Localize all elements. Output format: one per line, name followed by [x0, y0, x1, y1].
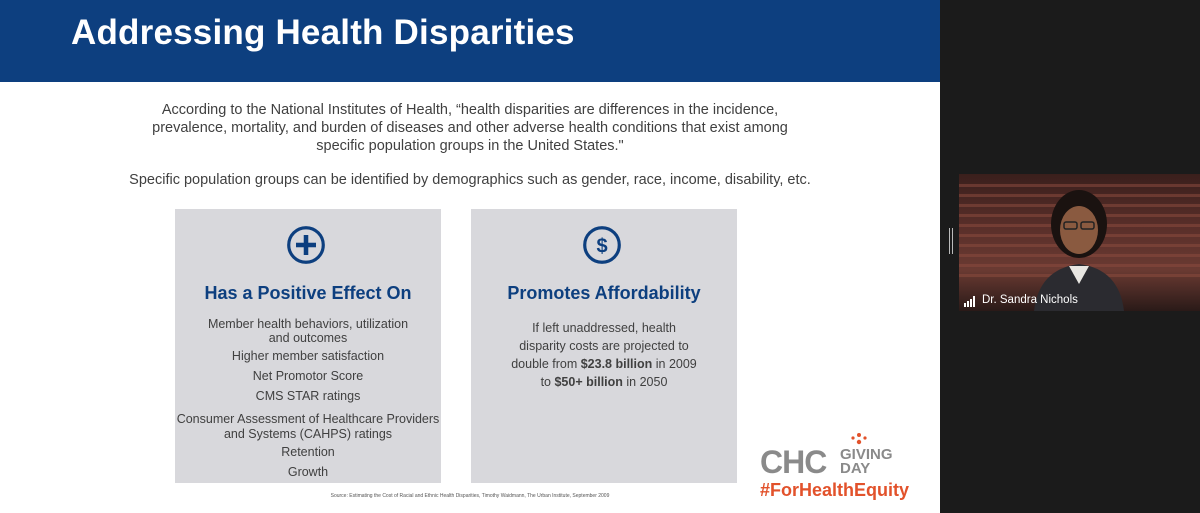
affordability-heading: Promotes Affordability [507, 283, 701, 303]
positive-effect-box [175, 209, 441, 483]
logo-hashtag: #ForHealthEquity [760, 480, 910, 500]
slide-title: Addressing Health Disparities [71, 13, 575, 52]
affordability-box [471, 209, 737, 483]
list-item: Net Promotor Score [252, 369, 364, 383]
logo-day: DAY [840, 460, 871, 477]
chc-giving-day-logo [760, 432, 920, 502]
amount-2009: $23.8 billion [580, 357, 653, 371]
list-item: and outcomes [268, 331, 348, 345]
participant-video-feed [1014, 184, 1144, 311]
list-item: CMS STAR ratings [255, 389, 361, 403]
text-segment: double from [511, 357, 581, 371]
affordability-line-4 [471, 373, 737, 391]
dollar-circle-icon [582, 225, 622, 265]
positive-effect-heading: Has a Positive Effect On [204, 283, 412, 303]
intro-demographics: Specific population groups can be identified by demographics such as gender, race, income, disability, etc. [129, 172, 811, 188]
list-item: and Systems (CAHPS) ratings [223, 427, 393, 441]
intro-line-1: According to the National Institutes of Health, “health disparities are differences in the incidence, [161, 102, 779, 118]
list-item: Consumer Assessment of Healthcare Providers [176, 412, 440, 426]
intro-line-2: prevalence, mortality, and burden of diseases and other adverse health conditions that exist among [152, 120, 788, 136]
affordability-line-1: If left unaddressed, health [532, 321, 676, 335]
list-item: Growth [287, 465, 329, 479]
affordability-line-3 [471, 355, 737, 373]
source-citation: Source: Estimating the Cost of Racial and Ethnic Health Disparities, Timothy Waidmann, The Urban Institute, September 2009 [330, 493, 610, 499]
text-segment: in 2050 [622, 375, 668, 389]
logo-giving: GIVING [840, 446, 893, 463]
signal-bars-icon [964, 296, 978, 307]
text-segment: in 2009 [652, 357, 697, 371]
list-item: Higher member satisfaction [231, 349, 385, 363]
intro-line-3: specific population groups in the United States." [316, 138, 624, 154]
list-item: Retention [281, 445, 335, 459]
amount-2050: $50+ billion [554, 375, 623, 389]
plus-circle-icon [286, 225, 326, 265]
title-banner [0, 0, 940, 82]
list-item: Member health behaviors, utilization [207, 317, 409, 331]
spark-icon [850, 432, 868, 446]
intro-quote [130, 101, 810, 155]
logo-giving-day [840, 448, 893, 476]
affordability-text [471, 319, 737, 391]
text-segment: to [540, 375, 555, 389]
svg-text:$: $ [596, 235, 608, 258]
affordability-line-2: disparity costs are projected to [519, 339, 689, 353]
panel-resize-handle[interactable] [949, 228, 955, 254]
participant-video-tile[interactable] [959, 174, 1200, 311]
participant-name: Dr. Sandra Nichols [982, 294, 1078, 306]
logo-chc: CHC [760, 444, 827, 480]
